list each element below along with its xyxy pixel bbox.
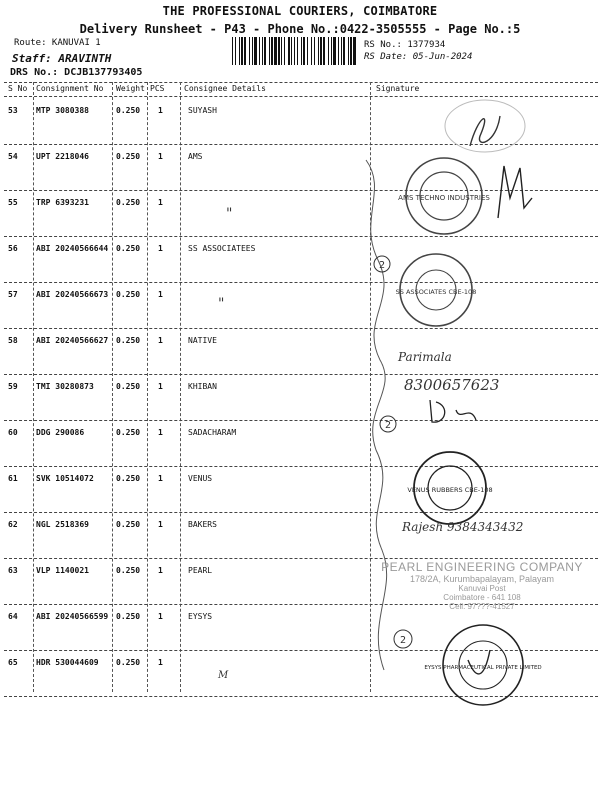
row-sno: 60 — [8, 428, 18, 437]
row-consignee: SUYASH — [188, 106, 217, 115]
row-divider — [4, 466, 598, 467]
row-pcs: 1 — [158, 336, 163, 345]
ditto-mark: " — [226, 206, 233, 222]
drs-number: DRS No.: DCJB137793405 — [10, 67, 143, 78]
row-consignment-no: HDR 530044609 — [36, 658, 99, 667]
row-divider — [4, 650, 598, 651]
row-pcs: 1 — [158, 106, 163, 115]
row-weight: 0.250 — [116, 428, 141, 437]
table-row — [0, 244, 600, 290]
row-consignment-no: VLP 1140021 — [36, 566, 89, 575]
venus-stamp-text: VENUS RUBBERS CBE-108 — [407, 486, 493, 494]
row-consignment-no: TMI 30280873 — [36, 382, 94, 391]
row-consignee: AMS — [188, 152, 203, 161]
rs-date: RS Date: 05-Jun-2024 — [364, 52, 473, 62]
row-divider — [4, 144, 598, 145]
row-sno: 61 — [8, 474, 18, 483]
col-sno-header: S No — [8, 84, 28, 93]
row-sno: 65 — [8, 658, 18, 667]
row-pcs: 1 — [158, 290, 163, 299]
row-pcs: 1 — [158, 520, 163, 529]
staff-label: Staff: ARAVINTH — [12, 52, 112, 65]
row-weight: 0.250 — [116, 106, 141, 115]
row-sno: 57 — [8, 290, 18, 299]
table-row — [0, 290, 600, 336]
row-consignment-no: SVK 10514072 — [36, 474, 94, 483]
company-title: THE PROFESSIONAL COURIERS, COIMBATORE — [162, 4, 438, 18]
row-pcs: 1 — [158, 244, 163, 253]
row-weight: 0.250 — [116, 658, 141, 667]
col-consignment-header: Consignment No — [36, 84, 104, 93]
col-pcs-header: PCS — [150, 84, 165, 93]
row-sno: 62 — [8, 520, 18, 529]
row-consignee: NATIVE — [188, 336, 217, 345]
pearl-company-stamp — [372, 560, 592, 611]
eysys-stamp-text: EYSYS PHARMACEUTICAL PRIVATE LIMITED — [424, 665, 542, 671]
row-divider — [4, 558, 598, 559]
row-divider — [4, 328, 598, 329]
row-divider — [4, 282, 598, 283]
pearl-stamp-line5: Cell: 97???-41527 — [449, 602, 515, 611]
col-consignee-header: Consignee Details — [184, 84, 266, 93]
row-divider — [4, 374, 598, 375]
row-consignee: BAKERS — [188, 520, 217, 529]
table-row — [0, 612, 600, 658]
row-pcs: 1 — [158, 612, 163, 621]
pearl-stamp-line2: 178/2A, Kurumbapalayam, Palayam — [409, 574, 555, 584]
table-row — [0, 198, 600, 244]
row-consignment-no: ABI 20240566673 — [36, 290, 109, 299]
row-divider — [4, 190, 598, 191]
row-consignee: VENUS — [188, 474, 213, 483]
row-consignment-no: TRP 6393231 — [36, 198, 89, 207]
pearl-stamp-line3: Kanuvai Post — [458, 584, 506, 593]
row-divider — [4, 236, 598, 237]
row-consignment-no: ABI 20240566627 — [36, 336, 109, 345]
row-pcs: 1 — [158, 382, 163, 391]
row-consignment-no: ABI 20240566599 — [36, 612, 109, 621]
row-pcs: 1 — [158, 428, 163, 437]
row-divider — [4, 696, 598, 697]
row-weight: 0.250 — [116, 566, 141, 575]
row-consignment-no: NGL 2518369 — [36, 520, 89, 529]
ss-stamp-text: SS ASSOCIATES CBE-108 — [395, 288, 477, 296]
row-divider — [4, 512, 598, 513]
row-sno: 56 — [8, 244, 18, 253]
svg-text:2: 2 — [384, 420, 392, 431]
row-pcs: 1 — [158, 566, 163, 575]
row-consignment-no: DDG 290086 — [36, 428, 85, 437]
row-weight: 0.250 — [116, 612, 141, 621]
table-row — [0, 658, 600, 704]
row-pcs: 1 — [158, 198, 163, 207]
route-label: Route: KANUVAI 1 — [14, 38, 101, 48]
row-sno: 53 — [8, 106, 18, 115]
col-weight-header: Weight — [116, 84, 145, 93]
row-pcs: 1 — [158, 658, 163, 667]
row-consignment-no: ABI 20240566644 — [36, 244, 109, 253]
header-top-rule — [4, 82, 598, 83]
row-consignee: EYSYS — [188, 612, 213, 621]
row-pcs: 1 — [158, 152, 163, 161]
row-sno: 59 — [8, 382, 18, 391]
receiver-name-handwritten: Parimala — [398, 350, 452, 364]
ditto-mark: " — [218, 296, 225, 312]
runsheet-subtitle-text: Delivery Runsheet - P43 - Phone No.:0422-3505555 - Page No.:5 — [79, 22, 521, 36]
row-sno: 54 — [8, 152, 18, 161]
header-bottom-rule — [4, 96, 598, 97]
col-signature-header: Signature — [376, 84, 420, 93]
row-sno: 64 — [8, 612, 18, 621]
table-row — [0, 428, 600, 474]
rs-number: RS No.: 1377934 — [364, 40, 446, 50]
row-consignment-no: MTP 3080388 — [36, 106, 89, 115]
row-consignee: SADACHARAM — [188, 428, 237, 437]
table-row — [0, 152, 600, 198]
row-consignment-no: UPT 2218046 — [36, 152, 89, 161]
row-consignee: SS ASSOCIATEES — [188, 244, 256, 253]
table-row — [0, 474, 600, 520]
row-weight: 0.250 — [116, 520, 141, 529]
row-weight: 0.250 — [116, 152, 141, 161]
row-consignee: KHIBAN — [188, 382, 217, 391]
svg-text:2: 2 — [378, 260, 386, 271]
row65-mark: M — [218, 670, 229, 681]
runsheet-subtitle — [0, 22, 600, 36]
row-pcs: 1 — [158, 474, 163, 483]
row62-handwriting: Rajesh 9384343432 — [402, 520, 524, 534]
table-row — [0, 382, 600, 428]
table-row — [0, 336, 600, 382]
row-weight: 0.250 — [116, 336, 141, 345]
row-weight: 0.250 — [116, 474, 141, 483]
row-divider — [4, 420, 598, 421]
receiver-phone-handwritten: 8300657623 — [404, 376, 500, 394]
ams-stamp-text: AMS TECHNO INDUSTRIES — [398, 194, 490, 202]
row-weight: 0.250 — [116, 382, 141, 391]
table-row — [0, 106, 600, 152]
row-weight: 0.250 — [116, 198, 141, 207]
svg-text:2: 2 — [399, 635, 407, 646]
row-consignee: PEARL — [188, 566, 213, 575]
pearl-stamp-line4: Coimbatore - 641 108 — [443, 593, 521, 602]
row-sno: 63 — [8, 566, 18, 575]
row-weight: 0.250 — [116, 290, 141, 299]
row-sno: 55 — [8, 198, 18, 207]
barcode — [232, 37, 356, 65]
row-sno: 58 — [8, 336, 18, 345]
pearl-stamp-line1: PEARL ENGINEERING COMPANY — [381, 560, 583, 574]
row-weight: 0.250 — [116, 244, 141, 253]
